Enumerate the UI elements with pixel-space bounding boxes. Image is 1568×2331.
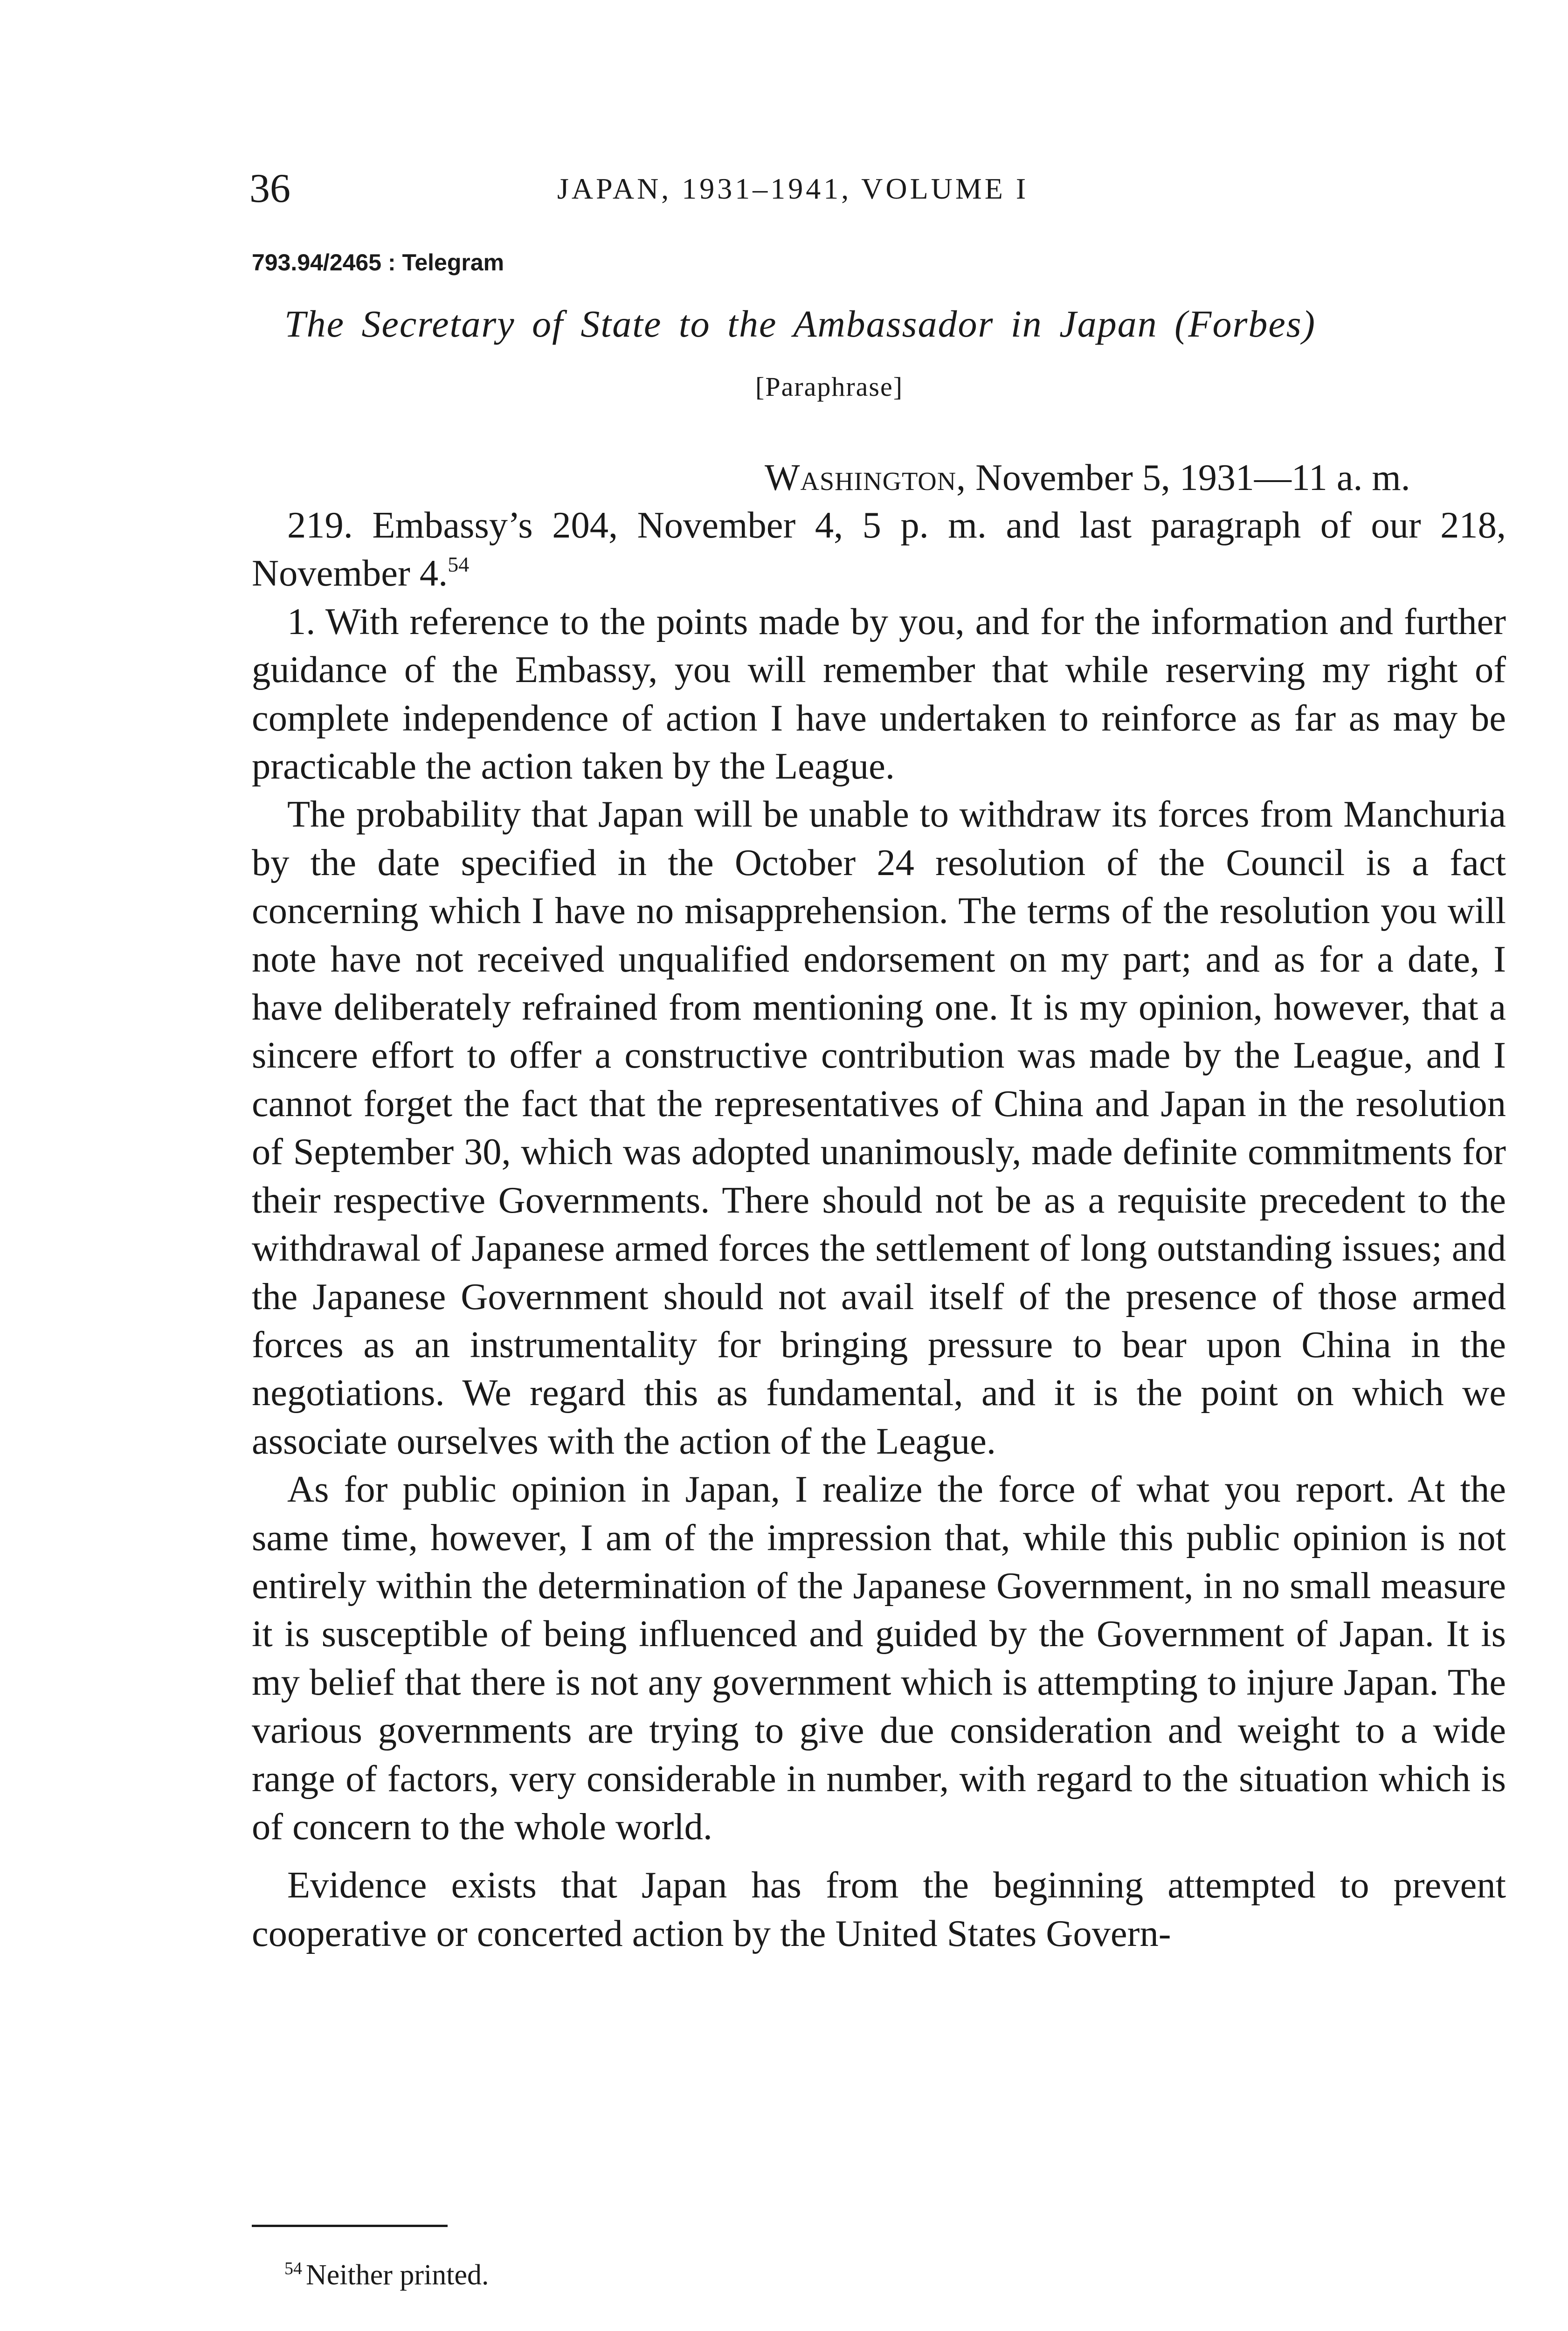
document-title: The Secretary of State to the Ambassador in Japan (Forbes): [284, 303, 1316, 345]
page-header: [249, 163, 1504, 214]
page-number: 36: [249, 166, 290, 211]
footnote-divider: [252, 2225, 448, 2227]
dateline: [765, 452, 1410, 503]
paragraph-5: Evidence exists that Japan has from the beginning attempted to prevent cooperative or concerted action by the United States Govern-: [252, 1864, 1506, 1954]
dateline-date: November 5, 1931—11 a. m.: [966, 457, 1410, 498]
paragraph-2: 1. With reference to the points made by you, and for the information and further guidance of the Embassy, you will remember that while reserving my right of complete independence of action I have undertaken to reinforce as far as may be practicable the action taken by the League.: [252, 600, 1506, 787]
running-head: JAPAN, 1931–1941, VOLUME I: [557, 172, 1029, 205]
file-reference: 793.94/2465 : Telegram: [252, 249, 504, 276]
footnote-text: Neither printed.: [306, 2259, 489, 2291]
footnote: [284, 2256, 489, 2294]
footnote-number: 54: [284, 2259, 302, 2278]
body-text: [252, 501, 1506, 1958]
dateline-place: Washington,: [765, 457, 967, 498]
paragraph-3: The probability that Japan will be unable to withdraw its forces from Manchuria by the date specified in the October 24 resolution of the Council is a fact concerning which I have no misapprehension. The terms of the resolution you will note have not received unqualified endorsement on my part; and as for a date, I have deliberately refrained from mentioning one. It is my opinion, however, that a sincere effort to offer a constructive contribution was made by the League, and I cannot forget the fact that the representatives of China and Japan in the resolution of September 30, which was adopted unanimously, made definite commitments for their respective Governments. There should not be as a requisite precedent to the withdrawal of Japanese armed forces the settlement of long outstanding issues; and the Japanese Government should not avail itself of the presence of those armed forces as an instrumentality for bringing pressure to bear upon China in the negotiations. We regard this as fundamental, and it is the point on which we associate ourselves with the action of the League.: [252, 793, 1506, 1462]
paragraph-1: [252, 501, 1506, 598]
paragraph-1-text: 219. Embassy’s 204, November 4, 5 p. m. and last paragraph of our 218, November 4.: [252, 504, 1506, 594]
paragraph-4: As for public opinion in Japan, I realize the force of what you report. At the same time, however, I am of the impression that, while this public opinion is not entirely within the determination of the Japanese Government, in no small measure it is susceptible of being influenced and guided by the Government of Japan. It is my belief that there is not any government which is attempting to injure Japan. The various governments are trying to give due consideration and weight to a wide range of factors, very considerable in number, with regard to the situation which is of concern to the whole world.: [252, 1469, 1506, 1848]
document-subtitle: [Paraphrase]: [755, 372, 904, 402]
footnote-ref-54: 54: [448, 552, 470, 577]
